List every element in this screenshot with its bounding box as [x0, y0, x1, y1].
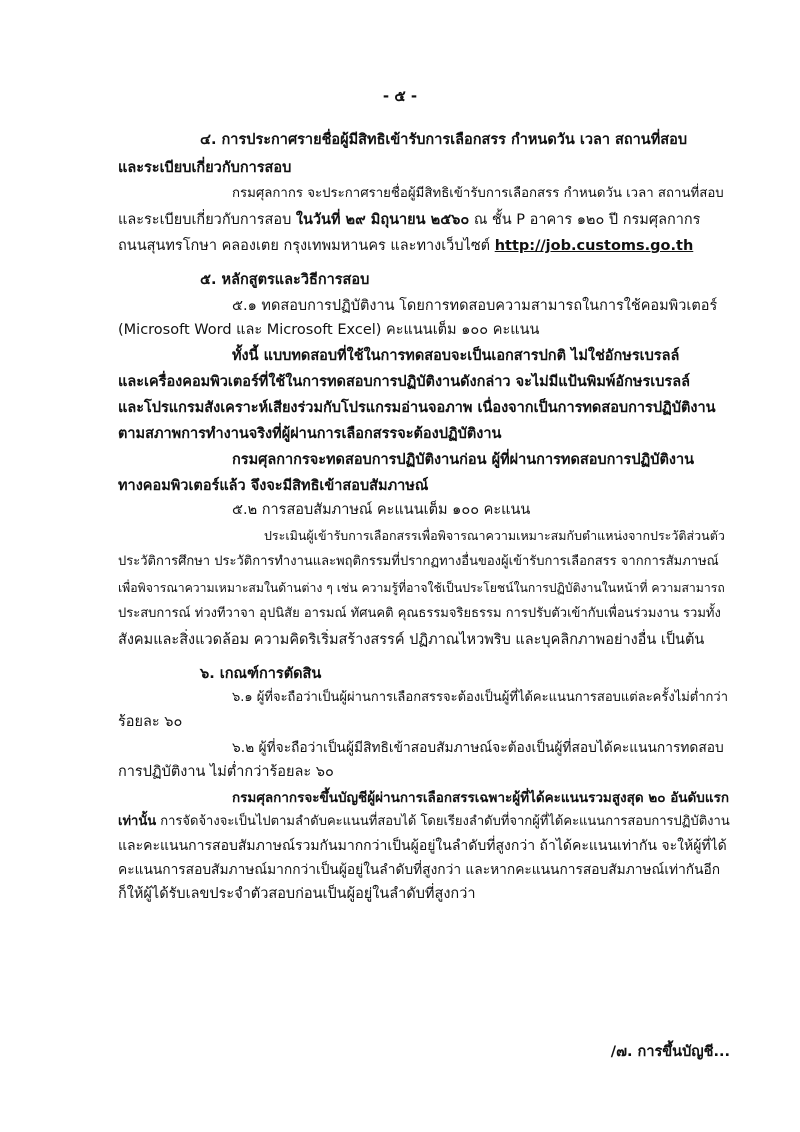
text-span: และระเบียบเกี่ยวกับการสอบ — [118, 212, 296, 228]
section-4-heading-line-1: ๔. การประกาศรายชื่อผู้มีสิทธิเข้ารับการเลือกสรร กำหนดวัน เวลา สถานที่สอบ — [200, 132, 688, 148]
evaluation-line-5: สังคมและสิ่งแวดล้อม ความคิดริเริ่มสร้างสรรค์ ปฏิภาณไหวพริบ และบุคลิกภาพอย่างอื่น เป็นต้น — [118, 632, 705, 648]
section-5-1-line-2: (Microsoft Word และ Microsoft Excel) คะแนนเต็ม ๑๐๐ คะแนน — [118, 322, 540, 338]
list-line-2 — [118, 812, 730, 832]
section-6-1-line-1: ๖.๑ ผู้ที่จะถือว่าเป็นผู้ผ่านการเลือกสรรจะต้องเป็นผู้ที่ได้คะแนนการสอบแต่ละครั้งไม่ต่ำกว่า — [232, 690, 729, 705]
section-4-paragraph-line-3 — [118, 236, 693, 256]
evaluation-line-2: ประวัติการศึกษา ประวัติการทำงานและพฤติกรรมที่ปรากฏทางอื่นของผู้เข้ารับการเลือกสรร จากการสัมภาษณ์ — [118, 554, 719, 569]
page-number: - ๕ - — [382, 87, 418, 105]
evaluation-line-3: เพื่อพิจารณาความเหมาะสมในด้านต่าง ๆ เช่น ความรู้ที่อาจใช้เป็นประโยชน์ในการปฏิบัติงานในหน้าที่ ความสามารถ — [118, 581, 725, 595]
note-1-line-3: และโปรแกรมสังเคราะห์เสียงร่วมกับโปรแกรมอ่านจอภาพ เนื่องจากเป็นการทดสอบการปฏิบัติงาน — [118, 400, 716, 416]
list-line-3: และคะแนนการสอบสัมภาษณ์รวมกันมากกว่าเป็นผู้อยู่ในลำดับที่สูงกว่า ถ้าได้คะแนนเท่ากัน จะให้ผู้ที่ได้ — [118, 838, 727, 854]
list-line-1: กรมศุลกากรจะขึ้นบัญชีผู้ผ่านการเลือกสรรเฉพาะผู้ที่ได้คะแนนรวมสูงสุด ๒๐ อันดับแรก — [232, 790, 729, 806]
section-4-paragraph-line-1: กรมศุลกากร จะประกาศรายชื่อผู้มีสิทธิเข้ารับการเลือกสรร กำหนดวัน เวลา สถานที่สอบ — [232, 186, 724, 201]
evaluation-line-4: ประสบการณ์ ท่วงทีวาจา อุปนิสัย อารมณ์ ทัศนคติ คุณธรรมจริยธรรม การปรับตัวเข้ากับเพื่อนร่วมงาน รวมทั้ง — [118, 606, 721, 621]
section-6-1-line-2: ร้อยละ ๖๐ — [118, 714, 183, 730]
section-5-heading: ๕. หลักสูตรและวิธีการสอบ — [200, 272, 370, 288]
note-1-line-4: ตามสภาพการทำงานจริงที่ผู้ผ่านการเลือกสรรจะต้องปฏิบัติงาน — [118, 426, 502, 442]
text-span: การจัดจ้างจะเป็นไปตามลำดับคะแนนที่สอบได้ โดยเรียงลำดับที่จากผู้ที่ได้คะแนนการสอบการปฏิบัติงาน — [156, 814, 730, 829]
note-2-line-2: ทางคอมพิวเตอร์แล้ว จึงจะมีสิทธิเข้าสอบสัมภาษณ์ — [118, 478, 429, 494]
note-1-line-1: ทั้งนี้ แบบทดสอบที่ใช้ในการทดสอบจะเป็นเอกสารปกติ ไม่ใช่อักษรเบรลล์ — [232, 348, 680, 364]
text-span: ณ ชั้น P อาคาร ๑๒๐ ปี กรมศุลกากร — [469, 212, 701, 228]
section-5-1-line-1: ๕.๑ ทดสอบการปฏิบัติงาน โดยการทดสอบความสามารถในการใช้คอมพิวเตอร์ — [232, 298, 718, 314]
section-6-heading: ๖. เกณฑ์การตัดสิน — [200, 666, 322, 682]
announcement-date: ในวันที่ ๒๙ มิถุนายน ๒๕๖๐ — [295, 212, 470, 228]
evaluation-line-1: ประเมินผู้เข้ารับการเลือกสรรเพื่อพิจารณาความเหมาะสมกับตำแหน่งจากประวัติส่วนตัว — [264, 528, 725, 543]
section-4-paragraph-line-2 — [118, 210, 700, 230]
section-6-2-line-1: ๖.๒ ผู้ที่จะถือว่าเป็นผู้มีสิทธิเข้าสอบสัมภาษณ์จะต้องเป็นผู้ที่สอบได้คะแนนการทดสอบ — [232, 740, 724, 756]
text-span: ถนนสุนทรโกษา คลองเตย กรุงเทพมหานคร และทางเว็บไซต์ — [118, 238, 495, 254]
note-2-line-1: กรมศุลกากรจะทดสอบการปฏิบัติงานก่อน ผู้ที่ผ่านการทดสอบการปฏิบัติงาน — [232, 452, 695, 468]
list-line-4: คะแนนการสอบสัมภาษณ์มากกว่าเป็นผู้อยู่ในลำดับที่สูงกว่า และหากคะแนนการสอบสัมภาษณ์เท่ากันอีก — [118, 862, 721, 878]
emphasis-only: เท่านั้น — [118, 814, 157, 829]
note-1-line-2: และเครื่องคอมพิวเตอร์ที่ใช้ในการทดสอบการปฏิบัติงานดังกล่าว จะไม่มีแป้นพิมพ์อักษรเบรลล์ — [118, 374, 690, 390]
section-4-heading-line-2: และระเบียบเกี่ยวกับการสอบ — [118, 160, 292, 176]
website-link[interactable]: http://job.customs.go.th — [494, 238, 694, 254]
section-5-2: ๕.๒ การสอบสัมภาษณ์ คะแนนเต็ม ๑๐๐ คะแนน — [232, 502, 531, 518]
continuation-note: /๗. การขึ้นบัญชี... — [610, 1044, 730, 1060]
list-line-5: ก็ให้ผู้ได้รับเลขประจำตัวสอบก่อนเป็นผู้อยู่ในลำดับที่สูงกว่า — [118, 886, 476, 902]
section-6-2-line-2: การปฏิบัติงาน ไม่ต่ำกว่าร้อยละ ๖๐ — [118, 764, 334, 780]
